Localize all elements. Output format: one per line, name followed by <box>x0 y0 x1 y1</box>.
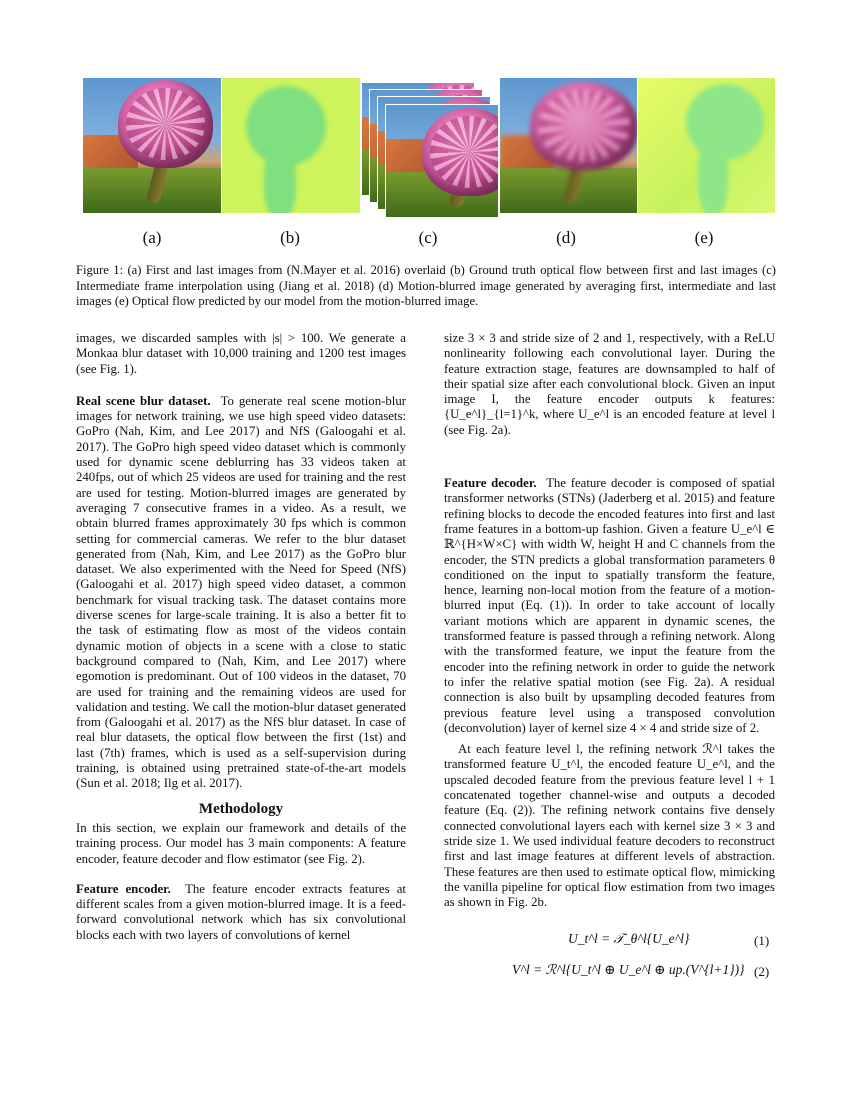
figure-image-c <box>361 82 499 222</box>
paragraph-real-scene-body: To generate real scene motion-blur images for network training, we use high speed video datasets: GoPro (Nah, Kim, and Lee 2017) and NfS (Galoogahi et al. 2017). The GoPro high speed video dataset which is commonly used for dynamic scene deblurring has 33 videos taken at 240fps, out of which 25 videos are used for training and the rest are used for testing. Motion-blurred images are generated by averaging 7 consecutive frames in a video. As a result, we obtain blurred frames approximately 30 fps which is common setting for commercial cameras. We refer to the blur dataset generated from (Nah, Kim, and Lee 2017) as the GoPro blur dataset. We also experimented with the Need for Speed (NfS) (Galoogahi et al. 2017) high speed video dataset, a common benchmark for visual tracking task. The dataset contains more diverse scenes for large-scale training. It is also a better fit to the task of estimating flow as most of the videos contain dynamic motion of objects in a scene with a close to static background compared to (Nah, Kim, and Lee 2017) where egomotion is predominant. Out of 100 videos in the dataset, 70 are used for training and the remaining videos are used for validation and testing. We call the motion-blur dataset generated from (Galoogahi et al. 2017) as the NfS blur dataset. In case of real blur datasets, the optical flow between the first (1st) and last (7th) frames, which is used as a self-supervision during training, is obtained using pretrained state-of-the-art models (Sun et al. 2018; Ilg et al. 2017). <box>76 393 406 791</box>
right-column <box>444 331 775 910</box>
paragraph-feature-encoder <box>76 882 406 943</box>
paragraph-feature-decoder <box>444 476 775 736</box>
figure-label-a: (a) <box>142 228 162 247</box>
figure-image-d <box>500 78 637 213</box>
section-title: Methodology <box>198 800 284 817</box>
paragraph-monkaa: images, we discarded samples with |s| > 100. We generate a Monkaa blur dataset with 10,000 training and 1200 test images (see Fig. 1). <box>76 331 406 376</box>
runin-heading-real-scene: Real scene blur dataset. <box>76 393 211 408</box>
paragraph-refining: At each feature level l, the refining network ℛ^l takes the transformed feature U_t^l, the encoded feature U_e^l, and the upscaled decoded feature from the previous feature level l + 1 concatenated together channel-wise and outputs a decoded feature (Eq. (2)). The refining network contains five densely connected convolutional layers each with kernel size 3 × 3 and stride size 1. We used individual feature decoders to reconstruct first and last image features at different levels of abstraction. These features are then used to estimate optical flow, mimicking the vanilla pipeline for optical flow estimation from two images as shown in Fig. 2b. <box>444 742 775 910</box>
equation-1-number: (1) <box>754 933 770 948</box>
paragraph-real-scene <box>76 394 406 792</box>
paragraph-feature-encoder-body: The feature encoder extracts features at different scales from a given motion-blurred image. It is a feed-forward convolutional network which has six convolutional blocks each with two layers of convolutions of kernel <box>76 881 406 942</box>
figure-caption: Figure 1: (a) First and last images from (N.Mayer et al. 2016) overlaid (b) Ground truth optical flow between first and last images (c) Intermediate frame interpolation using (Jiang et al. 2018) (d) Motion-blurred image generated by averaging first, intermediate and last images (e) Optical flow predicted by our model from the motion-blurred image. <box>76 263 776 308</box>
paragraph-encoder-cont: size 3 × 3 and stride size of 2 and 1, respectively, with a ReLU nonlinearity following each convolutional layer. During the feature extraction stage, features are downsampled to half of their spatial size after each convolutional block. Given an input image I, the feature encoder outputs k features: {U_e^l}_{l=1}^k, where U_e^l is an encoded feature at level l (see Fig. 2a). <box>444 331 775 437</box>
paragraph-feature-decoder-body: The feature decoder is composed of spatial transformer networks (STNs) (Jaderberg et al. 2015) and feature refining blocks to decode the encoded features into first and last frame features in a bottom-up fashion. Given a feature U_e^l ∈ ℝ^{H×W×C} with width W, height H and C channels from the encoder, the STN predicts a global transformation parameters θ conditioned on the input to spatially transform the feature, hence, learning non-local motion from the feature of a motion-blurred input (Eq. (1)). In order to take account of locally variant motions which are apparent in dynamic scenes, the transformed feature is passed through a refining network. Along with the transformed feature, we input the feature from the encoder into the refining network in order to guide the network to infer the relative spatial motion (see Fig. 2a). A residual connection is also built by upsampling decoded features from previous feature level using a transposed convolution (deconvolution) layer of kernel size 4 × 4 and stride size of 2. <box>444 476 775 735</box>
runin-heading-feature-decoder: Feature decoder. <box>444 476 537 491</box>
paragraph-methodology: In this section, we explain our framework and details of the training process. Our model has 3 main components: A feature encoder, feature decoder and flow estimator (see Fig. 2). <box>76 820 406 866</box>
equation-1: U_t^l = 𝒯_θ^l{U_e^l} <box>568 931 690 946</box>
equation-2-number: (2) <box>754 964 770 979</box>
figure-label-e: (e) <box>694 228 714 247</box>
figure-label-c: (c) <box>418 228 438 247</box>
left-column <box>76 331 406 943</box>
figure-label-b: (b) <box>280 228 300 247</box>
figure-image-a <box>83 78 221 213</box>
figure-label-d: (d) <box>556 228 576 247</box>
figure-image-b <box>222 78 360 213</box>
equation-2: V^l = ℛ^l{U_t^l ⊕ U_e^l ⊕ up.(V^{l+1})} <box>512 962 745 977</box>
runin-heading-feature-encoder: Feature encoder. <box>76 881 171 896</box>
figure-image-e <box>638 78 775 213</box>
